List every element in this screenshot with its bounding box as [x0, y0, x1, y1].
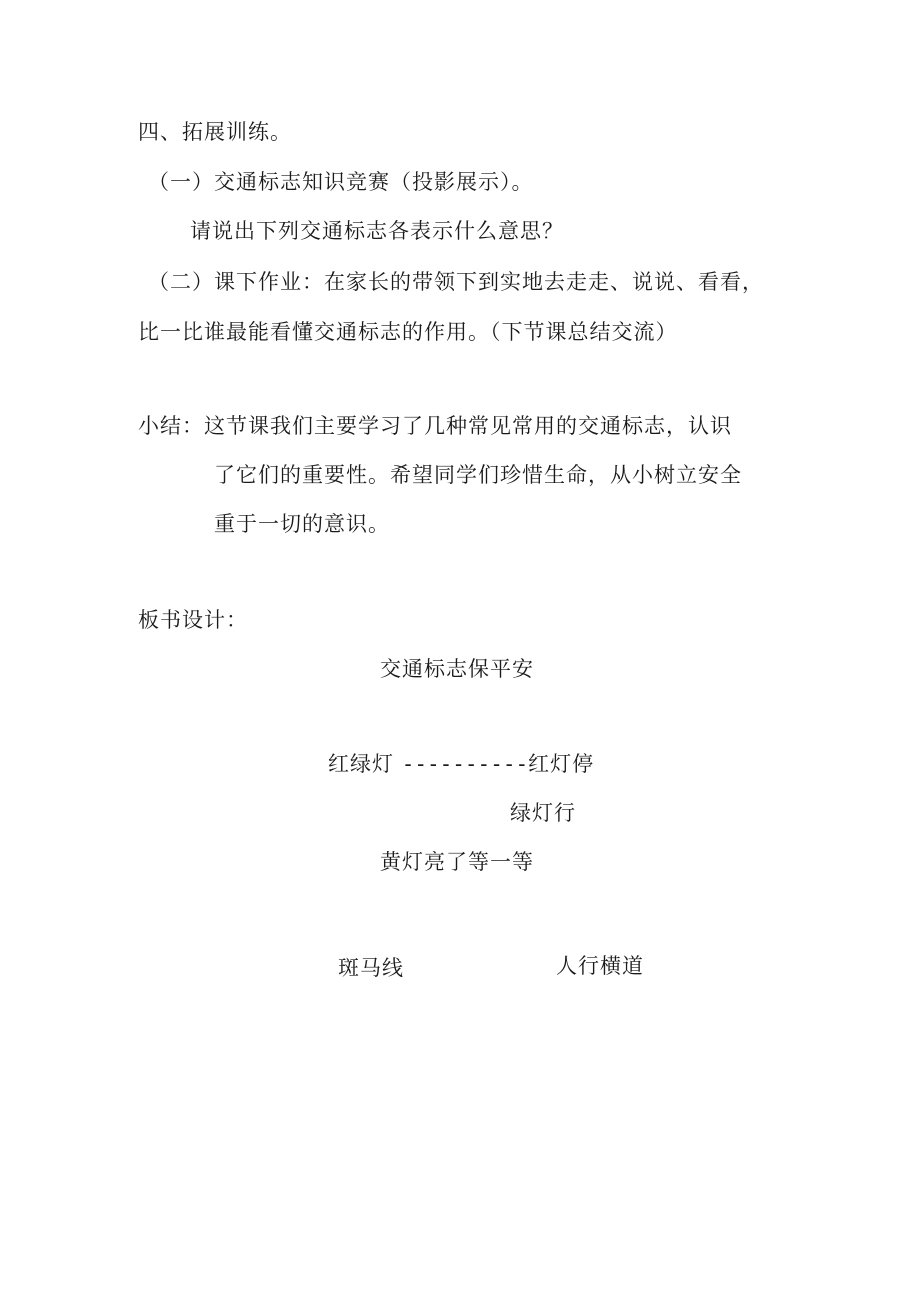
board-zebra: 斑马线	[338, 956, 404, 980]
board-red-stop: 红灯停	[528, 752, 595, 776]
homework-line-1: （二）课下作业：在家长的带领下到实地去走走、说说、看看，	[148, 270, 764, 294]
board-traffic-light: 红绿灯	[328, 752, 394, 776]
activity-question: 请说出下列交通标志各表示什么意思？	[190, 219, 564, 243]
summary-line-3: 重于一切的意识。	[214, 512, 390, 536]
board-design-label: 板书设计：	[138, 608, 248, 632]
board-title: 交通标志保平安	[380, 657, 534, 681]
summary-line-2: 了它们的重要性。希望同学们珍惜生命，从小树立安全	[214, 463, 742, 487]
summary-line-1: 小结：这节课我们主要学习了几种常见常用的交通标志，认识	[138, 414, 732, 438]
board-crosswalk: 人行横道	[556, 954, 644, 978]
board-green-go: 绿灯行	[510, 801, 576, 825]
board-traffic-light-row	[328, 750, 594, 778]
activity-item-1: （一）交通标志知识竞赛（投影展示）。	[148, 170, 534, 194]
homework-line-2: 比一比谁最能看懂交通标志的作用。（下节课总结交流）	[138, 320, 678, 344]
section-heading: 四、拓展训练。	[138, 120, 292, 144]
board-connector-dashes: ----------	[401, 752, 529, 776]
board-yellow-wait: 黄灯亮了等一等	[380, 850, 534, 874]
